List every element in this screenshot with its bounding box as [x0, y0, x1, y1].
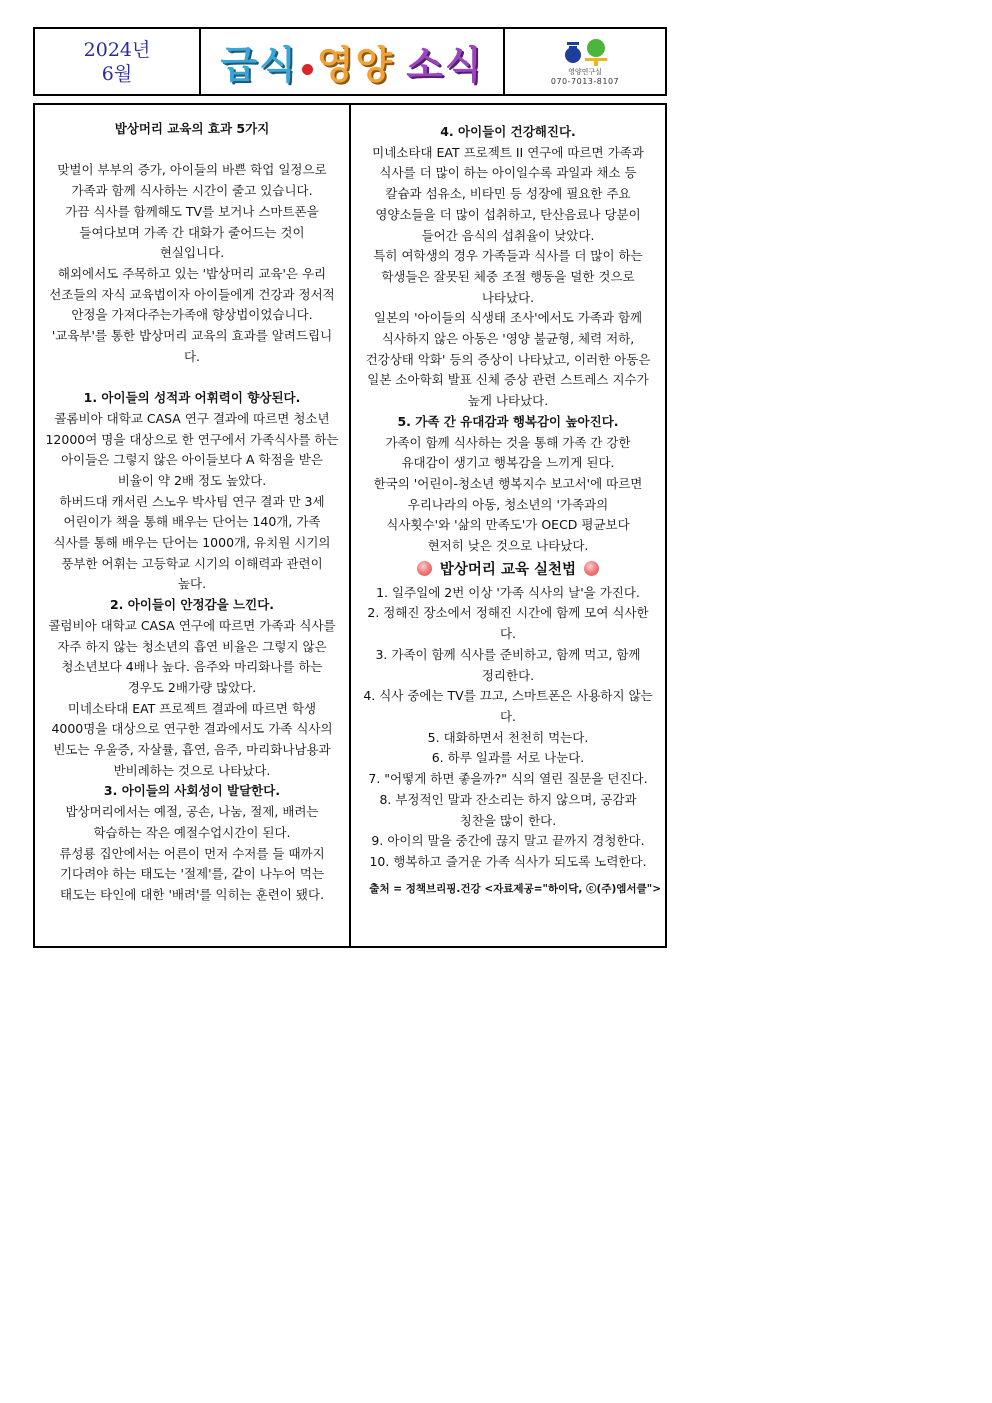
section-1-line: 비율이 약 2배 정도 높았다. [117, 472, 267, 488]
intro-line: 맞벌이 부부의 증가, 아이들의 바쁜 학업 일정으로 [57, 162, 327, 178]
section-4-line: 들어간 음식의 섭취율이 낮았다. [421, 227, 595, 243]
section-4-line: 식사하지 않은 아동은 '영양 불균형, 체력 저하, [381, 331, 635, 347]
section-5-line: 유대감이 생기고 행복감을 느끼게 된다. [401, 455, 615, 471]
section-2-heading: 2. 아이들이 안정감을 느낀다. [109, 597, 275, 613]
section-4-line: 특히 여학생의 경우 가족들과 식사를 더 많이 하는 [373, 248, 643, 264]
section-5-line: 식사횟수'와 '삶의 만족도'가 OECD 평균보다 [386, 517, 630, 533]
section-1-heading: 1. 아이들의 성적과 어휘력이 향상된다. [83, 390, 301, 406]
section-4-line: 영양소들을 더 많이 섭취하고, 탄산음료나 당분이 [375, 206, 641, 222]
section-1-line: 콜롬비아 대학교 CASA 연구 결과에 따르면 청소년 [54, 410, 330, 426]
section-1-line: 12000여 명을 대상으로 한 연구에서 가족식사를 하는 [45, 431, 339, 447]
issue-date [35, 29, 201, 94]
title-part-meal: 급식 [220, 43, 298, 87]
intro-line: 다. [183, 348, 201, 364]
section-4-line: 미네소타대 EAT 프로젝트 II 연구에 따르면 가족과 [372, 144, 644, 160]
section-1-line: 아이들은 그렇지 않은 아이들보다 A 학점을 받은 [61, 452, 323, 468]
section-1-line: 어린이가 책을 통해 배우는 단어는 140개, 가족 [63, 514, 321, 530]
section-2-line: 자주 하지 않는 청소년의 흡연 비율은 그렇지 않은 [57, 638, 327, 654]
title-dot-icon [302, 64, 313, 75]
right-column [351, 105, 665, 946]
practice-item: 8. 부정적인 말과 잔소리는 하지 않으며, 공감과 [379, 791, 637, 807]
section-4-line: 일본의 '아이들의 식생태 조사'에서도 가족과 함께 [373, 310, 643, 326]
title-part-news: 소식 [406, 43, 484, 87]
section-1-line: 높다. [177, 576, 207, 592]
practice-item: 3. 가족이 함께 식사를 준비하고, 함께 먹고, 함께 [375, 646, 641, 662]
practice-item: 4. 식사 중에는 TV를 끄고, 스마트폰은 사용하지 않는 [363, 688, 653, 704]
intro-line: 선조들의 자식 교육법이자 아이들에게 건강과 정서적 [49, 286, 335, 302]
left-column [35, 105, 351, 946]
section-2-line: 빈도는 우울증, 자살률, 흡연, 음주, 마리화나남용과 [53, 742, 331, 758]
section-5-line: 한국의 '어린이-청소년 행복지수 보고서'에 따르면 [373, 475, 643, 491]
section-2-line: 미네소타대 EAT 프로젝트 결과에 따르면 학생 [67, 700, 317, 716]
section-1-line: 식사를 통해 배우는 단어는 1000개, 유치원 시기의 [53, 535, 331, 551]
section-2-line: 콜럼비아 대학교 CASA 연구에 따르면 가족과 식사를 [48, 617, 336, 633]
source-credit: 출처 = 정책브리핑.건강 <자료제공="하이닥, ⓒ(주)엠서클"> [369, 882, 661, 895]
intro-line: '교육부'를 통한 밥상머리 교육의 효과를 알려드립니 [51, 328, 333, 344]
practice-item: 5. 대화하면서 천천히 먹는다. [427, 729, 589, 745]
issue-year: 2024년 [83, 38, 151, 61]
newsletter-header [33, 27, 667, 96]
section-2-line: 청소년보다 4배나 높다. 음주와 마리화나를 하는 [61, 659, 323, 675]
organization-name: 영양연구실 [568, 68, 602, 76]
section-4-line: 나타났다. [481, 289, 535, 305]
section-1-line: 하버드대 캐서린 스노우 박사팀 연구 결과 만 3세 [59, 493, 325, 509]
section-4-line: 식사를 더 많이 하는 아이일수록 과일과 채소 등 [379, 165, 637, 181]
section-3-line: 류성룡 집안에서는 어른이 먼저 수저를 들 때까지 [59, 845, 325, 861]
intro-line: 가끔 식사를 함께해도 TV를 보거나 스마트폰을 [65, 203, 319, 219]
section-4-line: 학생들은 잘못된 체중 조절 행동을 덜한 것으로 [381, 268, 635, 284]
practice-item: 다. [499, 626, 517, 642]
practice-heading-text: 밥상머리 교육 실천법 [439, 561, 577, 578]
section-3-line: 밥상머리에서는 예절, 공손, 나눔, 절제, 배려는 [65, 804, 319, 820]
section-4-line: 높게 나타났다. [467, 393, 549, 409]
section-2-line: 경우도 2배가량 많았다. [127, 679, 257, 695]
section-4-heading: 4. 아이들이 건강해진다. [440, 124, 576, 139]
section-1-line: 풍부한 어휘는 고등학교 시기의 이해력과 관련이 [61, 555, 323, 571]
section-3-heading: 3. 아이들의 사회성이 발달한다. [103, 783, 281, 799]
pink-bullet-icon [584, 561, 599, 576]
practice-item: 1. 일주일에 2번 이상 '가족 식사의 날'을 가진다. [376, 584, 640, 600]
section-4-line: 건강상태 악화' 등의 증상이 나타났고, 이러한 아동은 [365, 351, 651, 367]
practice-item: 10. 행복하고 즐거운 가족 식사가 되도록 노력한다. [369, 853, 647, 869]
practice-item: 6. 하루 일과를 서로 나눈다. [431, 750, 585, 766]
intro-line: 안정을 가져다주는가족애 향상법이었습니다. [71, 307, 313, 323]
section-5-line: 현저히 낮은 것으로 나타났다. [427, 538, 589, 554]
intro-line: 해외에서도 주목하고 있는 '밥상머리 교육'은 우리 [57, 265, 327, 281]
practice-item: 9. 아이의 말을 중간에 끊지 말고 끝까지 경청한다. [371, 833, 645, 849]
newsletter-title [201, 29, 505, 94]
section-4-line: 칼슘과 섬유소, 비타민 등 성장에 필요한 주요 [385, 186, 631, 202]
article-title: 밥상머리 교육의 효과 5가지 [114, 121, 270, 136]
practice-item: 정리한다. [481, 667, 535, 683]
organization-block [505, 29, 665, 94]
section-5-heading: 5. 가족 간 유대감과 행복감이 높아진다. [397, 413, 619, 429]
section-5-line: 우리나라의 아동, 청소년의 '가족과의 [407, 496, 609, 512]
intro-line: 현실입니다. [159, 245, 225, 261]
issue-month: 6월 [101, 62, 133, 85]
practice-item: 2. 정해진 장소에서 정해진 시간에 함께 모여 식사한 [367, 605, 649, 621]
section-3-line: 학습하는 작은 예절수업시간이 된다. [93, 824, 291, 840]
practice-item: 다. [499, 708, 517, 724]
section-2-line: 4000명을 대상으로 연구한 결과에서도 가족 식사의 [51, 721, 333, 737]
practice-item: 칭찬을 많이 한다. [459, 812, 557, 828]
organization-phone: 070-7013-8107 [550, 77, 620, 86]
section-4-line: 일본 소아학회 발표 신체 증상 관련 스트레스 지수가 [367, 372, 649, 388]
intro-line: 가족과 함께 식사하는 시간이 줄고 있습니다. [71, 183, 313, 199]
section-5-line: 가족이 함께 식사하는 것을 통해 가족 간 강한 [385, 434, 631, 450]
title-part-nutrition: 영양 [316, 43, 395, 87]
section-3-line: 태도는 타인에 대한 '배려'를 익히는 훈련이 됐다. [59, 886, 325, 902]
intro-line: 들여다보며 가족 간 대화가 줄어드는 것이 [79, 224, 305, 240]
pink-bullet-icon [417, 561, 432, 576]
organization-logo-icon [562, 36, 608, 66]
section-2-line: 반비례하는 것으로 나타났다. [113, 762, 271, 778]
practice-heading [353, 557, 663, 583]
section-3-line: 기다려야 하는 태도는 '절제'를, 같이 나누어 먹는 [59, 866, 325, 882]
content-frame [33, 103, 667, 948]
practice-item: 7. "어떻게 하면 좋을까?" 식의 열린 질문을 던진다. [368, 771, 648, 787]
